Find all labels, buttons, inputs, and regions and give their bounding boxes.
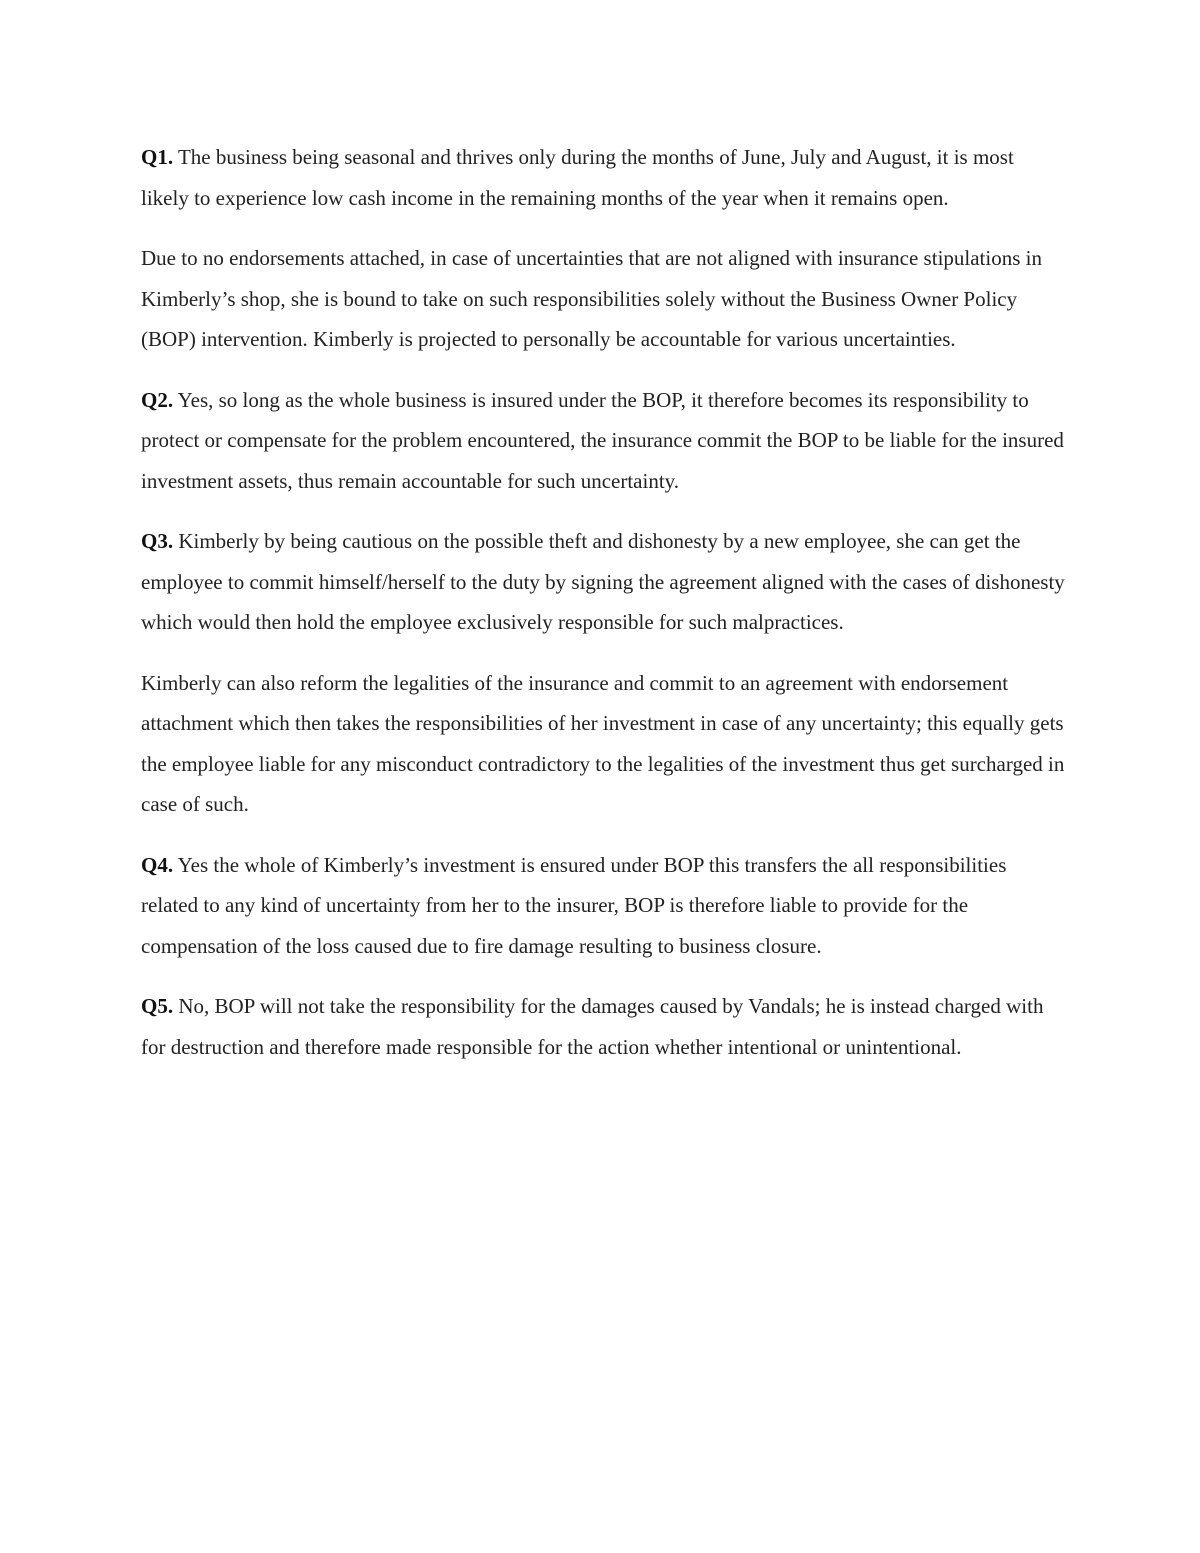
paragraph-q1 [141,137,1066,218]
paragraph-text: Yes, so long as the whole business is insured under the BOP, it therefore becomes its responsibility to protect or compensate for the problem encountered, the insurance commit the BOP to be liable for the insured investment assets, thus remain accountable for such uncertainty. [141,387,1064,493]
paragraph-text: Yes the whole of Kimberly’s investment is ensured under BOP this transfers the all responsibilities related to any kind of uncertainty from her to the insurer, BOP is therefore liable to provide for the compensation of the loss caused due to fire damage resulting to business closure. [141,852,1007,958]
question-label-q2: Q2. [141,387,174,412]
question-label-q3: Q3. [141,529,174,553]
paragraph-q5 [141,986,1066,1067]
document-body [141,137,1066,1087]
paragraph-q3 [141,521,1066,643]
question-label-q5: Q5. [141,994,174,1018]
question-label-q4: Q4. [141,852,174,877]
paragraph-text: Due to no endorsements attached, in case of uncertainties that are not aligned with insurance stipulations in Kimberly’s shop, she is bound to take on such responsibilities solely without the Business Owner Policy (BOP) intervention. Kimberly is projected to personally be accountable for various uncertainties. [141,246,1042,351]
paragraph-q1-continued [141,238,1066,360]
paragraph-q3-continued [141,663,1066,825]
paragraph-text: Kimberly by being cautious on the possible theft and dishonesty by a new employee, she can get the employee to commit himself/herself to the duty by signing the agreement aligned with the cases of dishonesty which would then hold the employee exclusively responsible for such malpractices. [141,529,1065,634]
paragraph-text: No, BOP will not take the responsibility for the damages caused by Vandals; he is instead charged with for destruction and therefore made responsible for the action whether intentional or unintentional. [141,994,1044,1059]
paragraph-q4 [141,845,1066,967]
paragraph-text: The business being seasonal and thrives only during the months of June, July and August, it is most likely to experience low cash income in the remaining months of the year when it remains open. [141,145,1014,210]
paragraph-text: Kimberly can also reform the legalities of the insurance and commit to an agreement with endorsement attachment which then takes the responsibilities of her investment in case of any uncertainty; this equally gets the employee liable for any misconduct contradictory to the legalities of the investment thus get surcharged in case of such. [141,670,1065,816]
paragraph-q2 [141,380,1066,502]
question-label-q1: Q1. [141,145,174,169]
